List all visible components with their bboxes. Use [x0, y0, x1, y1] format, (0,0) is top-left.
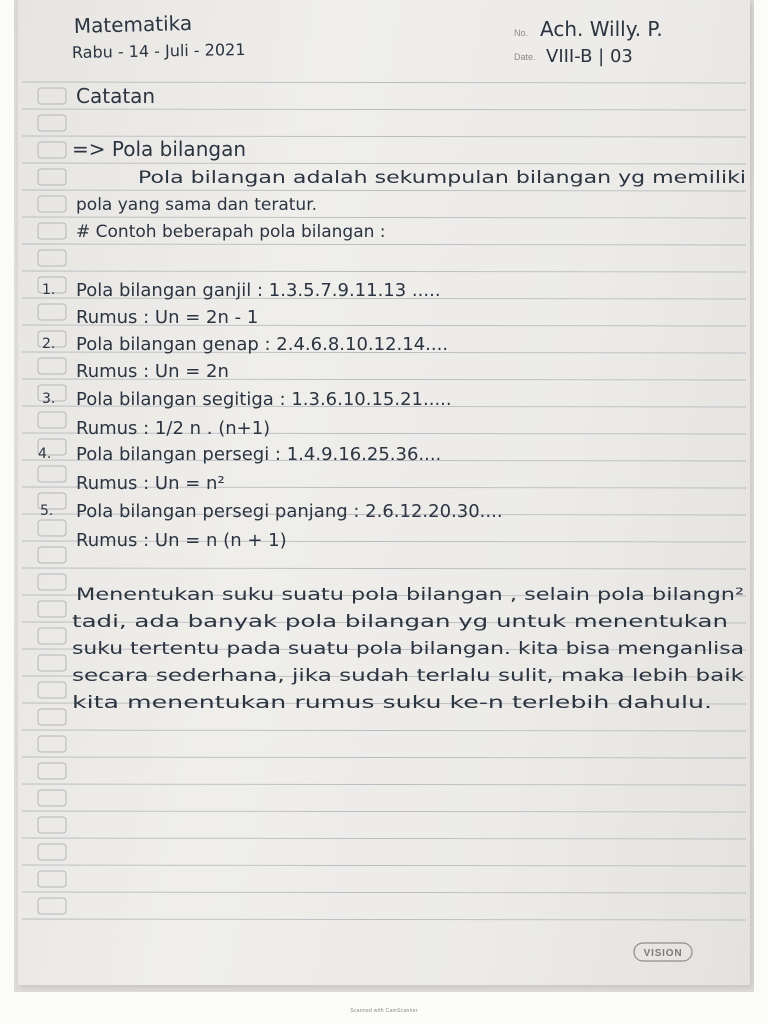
item-formula: Rumus : Un = n (n + 1): [76, 530, 287, 551]
item-number: 2.: [42, 336, 56, 352]
margin-box: [38, 169, 66, 185]
ruled-line: [22, 271, 746, 272]
notebook-photo: [14, 0, 754, 992]
margin-box: [38, 628, 66, 644]
ruled-line: [22, 163, 746, 164]
margin-box: [38, 358, 66, 374]
item-number: 1.: [42, 282, 56, 298]
notebook-paper: [18, 0, 750, 985]
paragraph-line: secara sederhana, jika sudah terlalu sulit, maka lebih baik: [72, 666, 745, 686]
margin-box: [38, 682, 66, 698]
margin-box: [38, 142, 66, 158]
item-number: 5.: [40, 503, 54, 519]
ruled-line: [22, 784, 746, 785]
definition-line-2: pola yang sama dan teratur.: [76, 195, 318, 215]
ruled-line: [22, 838, 746, 839]
margin-box: [38, 520, 66, 536]
date-written: Rabu - 14 - Juli - 2021: [71, 39, 246, 62]
ruled-line: [22, 244, 746, 245]
date-value: VIII-B | 03: [546, 46, 633, 67]
item-pattern: Pola bilangan ganjil : 1.3.5.7.9.11.13 .....: [76, 280, 441, 301]
ruled-line: [22, 892, 746, 893]
item-pattern: Pola bilangan segitiga : 1.3.6.10.15.21.....: [76, 389, 452, 410]
item-formula: Rumus : 1/2 n . (n+1): [76, 418, 271, 439]
margin-box: [38, 412, 66, 428]
margin-box: [38, 817, 66, 833]
margin-box: [38, 709, 66, 725]
margin-box: [38, 736, 66, 752]
paragraph-line: suku tertentu pada suatu pola bilangan. kita bisa menganlisa: [72, 639, 744, 659]
ruled-line: [22, 730, 746, 731]
ruled-line: [22, 109, 746, 110]
paragraph-line: Menentukan suku suatu pola bilangan , selain pola bilangn²: [76, 585, 744, 605]
margin-box: [38, 115, 66, 131]
margin-box: [38, 547, 66, 563]
item-number: 4.: [38, 446, 52, 462]
margin-boxes: [38, 88, 66, 914]
margin-box: [38, 574, 66, 590]
item-formula: Rumus : Un = n²: [76, 473, 225, 494]
margin-box: [38, 88, 66, 104]
no-value: Ach. Willy. P.: [540, 17, 663, 41]
margin-box: [38, 304, 66, 320]
item-pattern: Pola bilangan persegi : 1.4.9.16.25.36....: [76, 444, 442, 465]
section-heading: => Pola bilangan: [72, 137, 246, 161]
ruled-line: [22, 190, 746, 191]
ruled-line: [22, 217, 746, 218]
no-label: No.: [514, 28, 529, 38]
footer-caption: Scanned with CamScanner: [350, 1008, 418, 1014]
margin-box: [38, 655, 66, 671]
definition-line-1: Pola bilangan adalah sekumpulan bilangan yg memiliki: [138, 168, 746, 188]
subject-title: Matematika: [73, 10, 193, 38]
ruled-line: [22, 757, 746, 758]
margin-box: [38, 223, 66, 239]
date-label: Date.: [514, 52, 536, 62]
item-number: 3.: [42, 391, 56, 407]
paragraph-line: tadi, ada banyak pola bilangan yg untuk menentukan: [72, 612, 728, 632]
ruled-line: [22, 82, 746, 83]
examples-heading: # Contoh beberapah pola bilangan :: [76, 222, 386, 242]
margin-box: [38, 790, 66, 806]
ruled-line: [22, 811, 746, 812]
ruled-lines: [18, 0, 750, 985]
paragraph-line: kita menentukan rumus suku ke-n terlebih dahulu.: [72, 693, 712, 713]
margin-box: [38, 466, 66, 482]
ruled-line: [22, 568, 746, 569]
margin-box: [38, 250, 66, 266]
item-pattern: Pola bilangan genap : 2.4.6.8.10.12.14....: [76, 334, 449, 355]
margin-box: [38, 601, 66, 617]
margin-box: [38, 898, 66, 914]
margin-box: [38, 844, 66, 860]
margin-box: [38, 196, 66, 212]
notes-title: Catatan: [76, 84, 156, 108]
ruled-line: [22, 919, 746, 920]
ruled-line: [22, 865, 746, 866]
brand-logo: VISION: [643, 948, 683, 959]
margin-box: [38, 763, 66, 779]
item-formula: Rumus : Un = 2n: [76, 361, 229, 382]
margin-box: [38, 871, 66, 887]
item-formula: Rumus : Un = 2n - 1: [76, 307, 259, 328]
item-pattern: Pola bilangan persegi panjang : 2.6.12.20.30....: [76, 501, 503, 522]
